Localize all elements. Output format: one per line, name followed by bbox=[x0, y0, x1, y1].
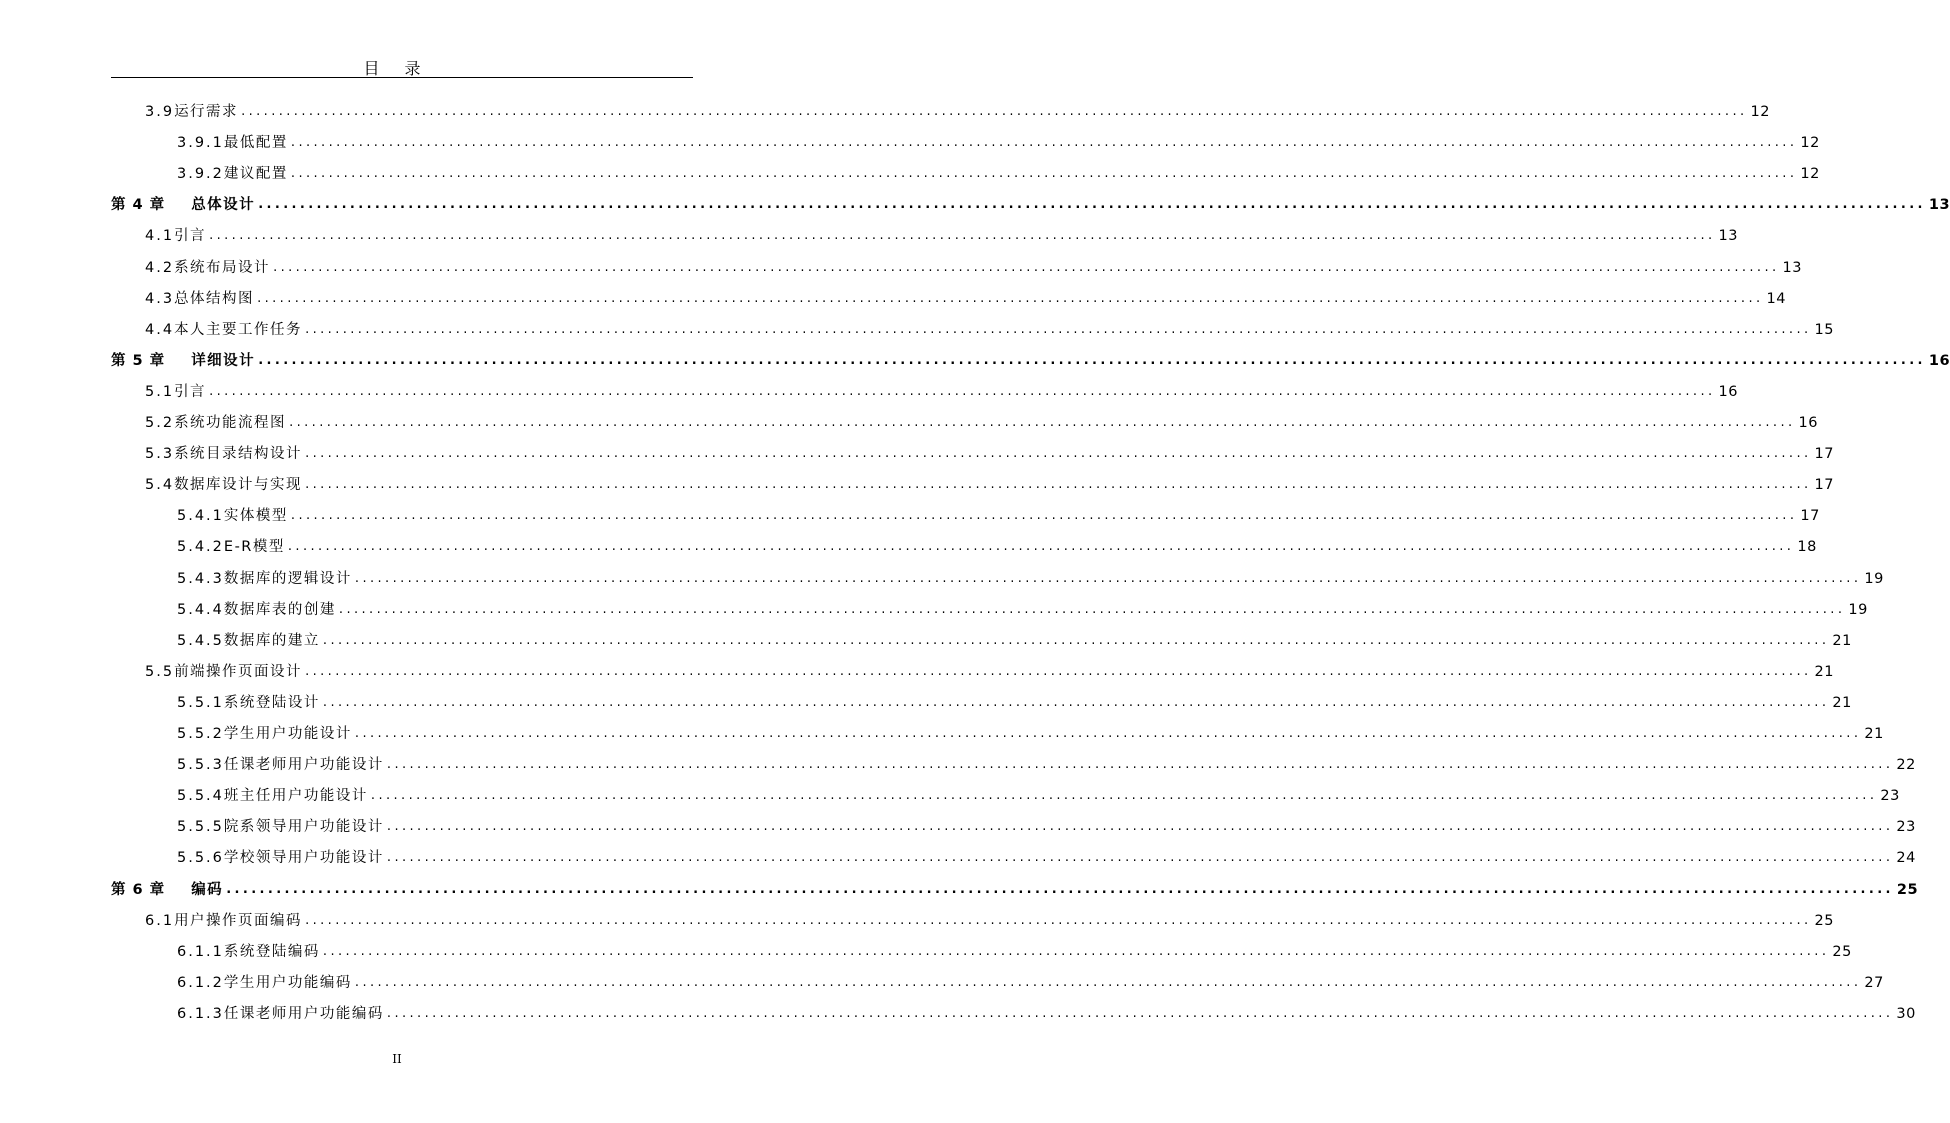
toc-entry-number: 第 4 章 bbox=[111, 197, 166, 214]
toc-entry-page: 16 bbox=[1798, 415, 1818, 431]
toc-entry-page: 18 bbox=[1797, 539, 1817, 556]
toc-entry[interactable] bbox=[177, 596, 1868, 620]
toc-leader-dots: ........................................................................................................................................................................................................ bbox=[322, 632, 1830, 648]
toc-leader-dots: ........................................................................................................................................................................................................ bbox=[290, 166, 1798, 182]
toc-entry-title: 数据库表的创建 bbox=[223, 601, 336, 618]
toc-entry-number: 5.5.6 bbox=[177, 850, 224, 867]
toc-entry-number: 5.3 bbox=[145, 446, 175, 463]
toc-entry-number: 第 5 章 bbox=[111, 352, 166, 369]
toc-entry-title: 学生用户功能编码 bbox=[223, 974, 352, 991]
toc-entry-title: 引言 bbox=[174, 383, 207, 400]
toc-entry-page: 21 bbox=[1814, 663, 1834, 680]
toc-entry-title: 学生用户功能设计 bbox=[223, 726, 352, 742]
toc-entry[interactable] bbox=[145, 254, 1802, 278]
toc-leader-dots: ........................................................................................................................................................................................................ bbox=[354, 726, 1862, 741]
toc-entry-page: 12 bbox=[1800, 135, 1820, 152]
toc-entry-title: 班主任用户功能设计 bbox=[223, 788, 368, 805]
toc-leader-dots: ........................................................................................................................................................................................................ bbox=[322, 694, 1830, 710]
toc-entry-number: 5.4.5 bbox=[177, 632, 224, 649]
toc-entry[interactable] bbox=[177, 782, 1900, 806]
toc-entry-title: 建议配置 bbox=[223, 166, 288, 183]
toc-leader-dots: ........................................................................................................................................................................................................ bbox=[290, 135, 1798, 151]
toc-entry-number: 4.4 bbox=[145, 321, 175, 338]
toc-entry-title: 系统登陆编码 bbox=[223, 943, 320, 960]
toc-entry-number: 5.4.3 bbox=[177, 570, 224, 587]
toc-entry-title: 总体设计 bbox=[191, 197, 256, 214]
toc-leader-dots: ........................................................................................................................................................................................................ bbox=[258, 352, 1926, 368]
toc-entry[interactable] bbox=[145, 440, 1834, 464]
toc-entry[interactable] bbox=[145, 285, 1786, 309]
toc-leader-dots: ........................................................................................................................................................................................................ bbox=[322, 943, 1830, 959]
toc-leader-dots: ........................................................................................................................................................................................................ bbox=[289, 415, 1796, 430]
toc-leader-dots: ........................................................................................................................................................................................................ bbox=[305, 446, 1812, 462]
toc-leader-dots: ........................................................................................................................................................................................................ bbox=[370, 788, 1878, 804]
toc-entry[interactable] bbox=[177, 565, 1884, 589]
toc-entry-number: 4.1 bbox=[145, 228, 175, 245]
toc-entry-title: 学校领导用户功能设计 bbox=[223, 850, 384, 867]
toc-entry[interactable] bbox=[177, 627, 1852, 651]
toc-entry-number: 5.2 bbox=[145, 415, 175, 431]
toc-entry-title: 本人主要工作任务 bbox=[174, 321, 303, 338]
toc-entry-number: 5.1 bbox=[145, 383, 175, 400]
toc-entry-page: 24 bbox=[1896, 850, 1916, 867]
toc-entry-number: 4.2 bbox=[145, 259, 175, 276]
toc-entry-number: 5.4.2 bbox=[177, 539, 224, 556]
toc-entry-number: 5.4.4 bbox=[177, 601, 224, 618]
toc-entry-page: 30 bbox=[1896, 1005, 1916, 1022]
toc-entry-number: 4.3 bbox=[145, 290, 175, 307]
toc-entry[interactable] bbox=[145, 471, 1834, 495]
toc-entry-number: 6.1.1 bbox=[177, 943, 224, 960]
toc-entry[interactable] bbox=[177, 160, 1820, 184]
toc-entry-page: 13 bbox=[1718, 228, 1738, 245]
toc-entry-title: 编码 bbox=[191, 881, 224, 898]
toc-entry-page: 14 bbox=[1766, 290, 1786, 307]
toc-entry[interactable] bbox=[177, 844, 1916, 868]
toc-leader-dots: ........................................................................................................................................................................................................ bbox=[258, 197, 1926, 213]
toc-entry-number: 5.5.4 bbox=[177, 788, 224, 805]
toc-entry-page: 13 bbox=[1782, 259, 1802, 276]
toc-leader-dots: ........................................................................................................................................................................................................ bbox=[209, 228, 1716, 244]
toc-entry-page: 12 bbox=[1750, 104, 1770, 120]
toc-entry-page: 13 bbox=[1928, 197, 1950, 214]
toc-entry-title: 引言 bbox=[174, 228, 207, 245]
toc-leader-dots: ........................................................................................................................................................................................................ bbox=[386, 757, 1894, 773]
toc-entry-number: 第 6 章 bbox=[111, 881, 166, 898]
toc-leader-dots: ........................................................................................................................................................................................................ bbox=[305, 912, 1812, 928]
toc-entry-page: 15 bbox=[1814, 321, 1834, 338]
toc-entry-page: 22 bbox=[1896, 757, 1916, 774]
toc-entry-page: 21 bbox=[1832, 632, 1852, 649]
toc-entry-title: 数据库的逻辑设计 bbox=[223, 570, 352, 587]
toc-entry-title: 任课老师用户功能设计 bbox=[223, 757, 384, 774]
toc-entry-title: 系统功能流程图 bbox=[174, 415, 287, 431]
toc-entry[interactable] bbox=[177, 751, 1916, 775]
toc-leader-dots: ........................................................................................................................................................................................................ bbox=[209, 383, 1716, 399]
toc-entry[interactable] bbox=[177, 533, 1817, 557]
toc-entry[interactable] bbox=[145, 316, 1834, 340]
toc-entry-number: 6.1.3 bbox=[177, 1005, 224, 1022]
toc-entry-title: 总体结构图 bbox=[174, 290, 255, 307]
toc-entry[interactable] bbox=[177, 969, 1884, 993]
toc-entry-number: 3.9 bbox=[145, 104, 175, 120]
toc-leader-dots: ........................................................................................................................................................................................................ bbox=[226, 881, 1894, 897]
page-number: II bbox=[392, 1052, 402, 1066]
toc-entry[interactable] bbox=[145, 658, 1834, 682]
toc-entry[interactable] bbox=[177, 129, 1820, 153]
toc-leader-dots: ........................................................................................................................................................................................................ bbox=[386, 819, 1894, 835]
toc-leader-dots: ........................................................................................................................................................................................................ bbox=[354, 570, 1862, 586]
toc-leader-dots: ........................................................................................................................................................................................................ bbox=[338, 601, 1846, 617]
toc-leader-dots: ........................................................................................................................................................................................................ bbox=[287, 539, 1795, 555]
toc-entry-title: 实体模型 bbox=[223, 508, 288, 525]
toc-entry[interactable] bbox=[177, 938, 1852, 962]
toc-entry-page: 21 bbox=[1832, 694, 1852, 711]
toc-entry-page: 17 bbox=[1814, 446, 1834, 463]
toc-entry[interactable] bbox=[145, 378, 1738, 402]
toc-entry[interactable] bbox=[177, 813, 1916, 837]
toc-entry-number: 5.5.5 bbox=[177, 819, 224, 836]
toc-entry-title: 系统目录结构设计 bbox=[174, 446, 303, 463]
toc-entry-page: 25 bbox=[1832, 943, 1852, 960]
toc-entry-number: 5.5.2 bbox=[177, 726, 224, 742]
toc-entry-title: 系统登陆设计 bbox=[223, 694, 320, 711]
toc-entry-page: 23 bbox=[1880, 788, 1900, 805]
toc-entry-number: 5.4 bbox=[145, 477, 175, 494]
toc-entry-page: 25 bbox=[1814, 912, 1834, 929]
toc-entry-page: 27 bbox=[1864, 974, 1884, 991]
toc-leader-dots: ........................................................................................................................................................................................................ bbox=[305, 663, 1812, 679]
toc-chapter-entry[interactable] bbox=[111, 347, 1950, 371]
toc-entry-number: 5.5 bbox=[145, 663, 175, 680]
toc-entry-title: 数据库设计与实现 bbox=[174, 477, 303, 494]
toc-entry-page: 17 bbox=[1814, 477, 1834, 494]
toc-entry-number: 5.5.1 bbox=[177, 694, 224, 711]
toc-leader-dots: ........................................................................................................................................................................................................ bbox=[386, 1005, 1894, 1021]
toc-entry-title: 数据库的建立 bbox=[223, 632, 320, 649]
toc-entry-title: 前端操作页面设计 bbox=[174, 663, 303, 680]
toc-leader-dots: ........................................................................................................................................................................................................ bbox=[305, 477, 1812, 493]
toc-entry[interactable] bbox=[177, 720, 1884, 744]
toc-entry-number: 6.1.2 bbox=[177, 974, 224, 991]
toc-entry[interactable] bbox=[177, 689, 1852, 713]
toc-entry-number: 5.4.1 bbox=[177, 508, 224, 525]
toc-chapter-entry[interactable] bbox=[111, 191, 1950, 215]
toc-entry-title: E-R模型 bbox=[223, 539, 285, 556]
toc-entry-title: 任课老师用户功能编码 bbox=[223, 1005, 384, 1022]
toc-leader-dots: ........................................................................................................................................................................................................ bbox=[386, 850, 1894, 866]
toc-chapter-entry[interactable] bbox=[111, 876, 1919, 900]
toc-entry-page: 16 bbox=[1718, 383, 1738, 400]
toc-leader-dots: ........................................................................................................................................................................................................ bbox=[273, 259, 1780, 275]
toc-entry[interactable] bbox=[145, 222, 1738, 246]
toc-entry-page: 21 bbox=[1864, 726, 1884, 742]
toc-leader-dots: ........................................................................................................................................................................................................ bbox=[290, 508, 1798, 524]
toc-entry-page: 23 bbox=[1896, 819, 1916, 836]
toc-entry-page: 19 bbox=[1864, 570, 1884, 587]
toc-entry-title: 最低配置 bbox=[223, 135, 288, 152]
toc-entry-number: 3.9.1 bbox=[177, 135, 224, 152]
toc-entry-title: 运行需求 bbox=[174, 104, 239, 120]
toc-leader-dots: ........................................................................................................................................................................................................ bbox=[241, 104, 1748, 119]
toc-entry-page: 12 bbox=[1800, 166, 1820, 183]
toc-leader-dots: ........................................................................................................................................................................................................ bbox=[257, 290, 1764, 306]
toc-leader-dots: ........................................................................................................................................................................................................ bbox=[354, 974, 1862, 990]
toc-entry[interactable] bbox=[177, 1000, 1916, 1024]
toc-entry[interactable] bbox=[145, 907, 1834, 931]
toc-leader-dots: ........................................................................................................................................................................................................ bbox=[305, 321, 1812, 337]
toc-entry-title: 系统布局设计 bbox=[174, 259, 271, 276]
toc-entry-number: 5.5.3 bbox=[177, 757, 224, 774]
toc-entry-title: 详细设计 bbox=[191, 352, 256, 369]
toc-entry-page: 17 bbox=[1800, 508, 1820, 525]
toc-entry-number: 3.9.2 bbox=[177, 166, 224, 183]
toc-entry[interactable] bbox=[177, 502, 1820, 526]
toc-entry[interactable] bbox=[145, 98, 1770, 122]
toc-entry-page: 16 bbox=[1928, 352, 1950, 369]
toc-entry-number: 6.1 bbox=[145, 912, 175, 929]
toc-entry-page: 25 bbox=[1896, 881, 1919, 898]
toc-entry[interactable] bbox=[145, 409, 1818, 433]
page-header-title: 目 录 bbox=[363, 59, 431, 78]
toc-entry-page: 19 bbox=[1848, 601, 1868, 618]
toc-entry-title: 用户操作页面编码 bbox=[174, 912, 303, 929]
toc-entry-title: 院系领导用户功能设计 bbox=[223, 819, 384, 836]
